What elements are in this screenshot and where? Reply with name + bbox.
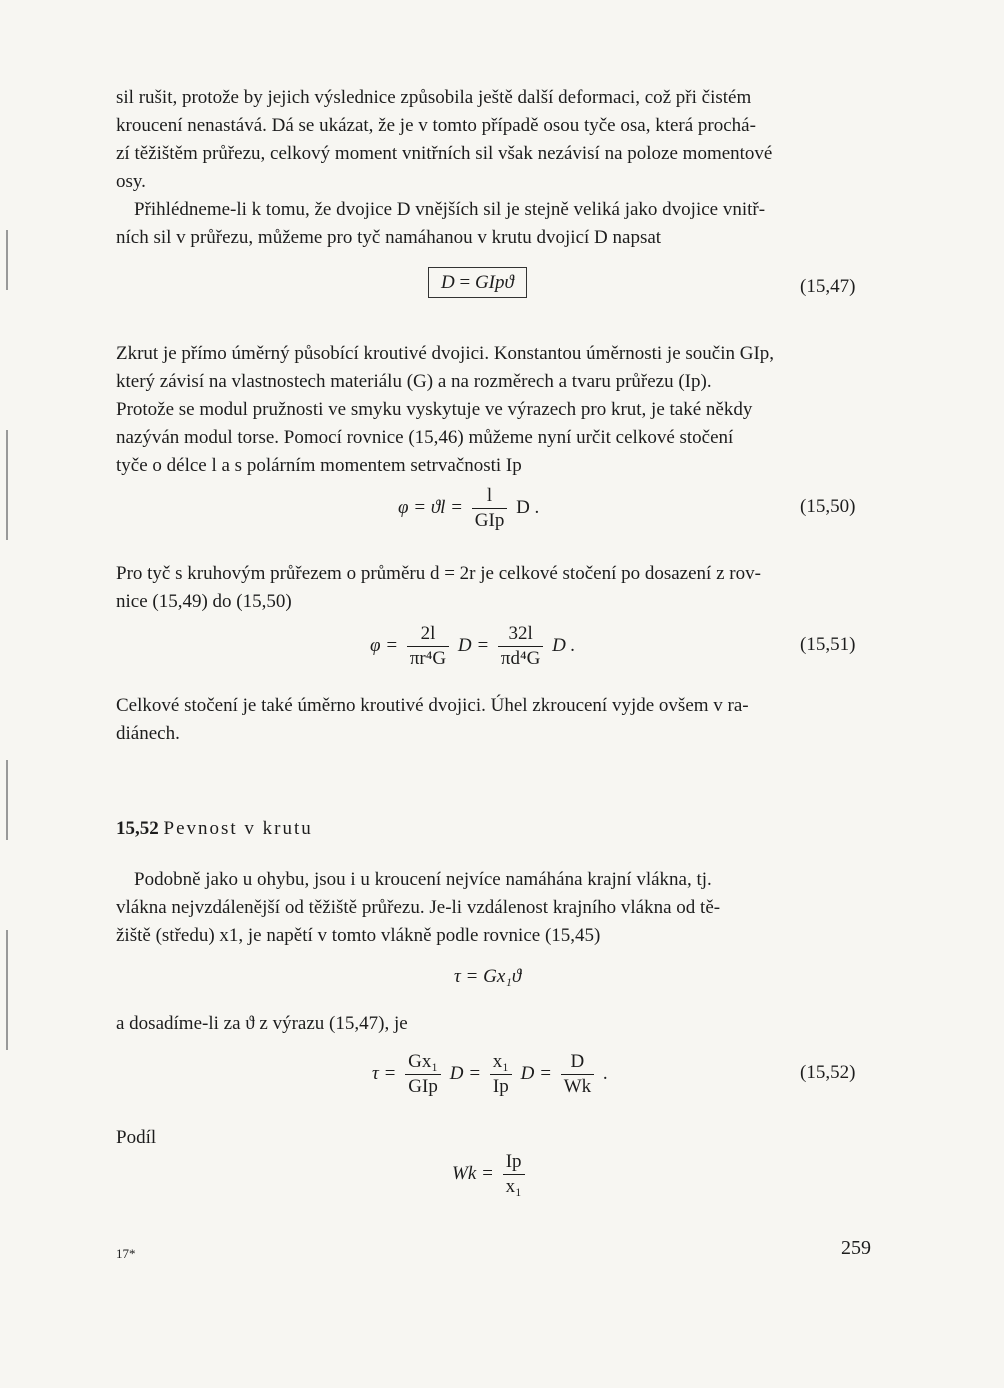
equation-number: (15,51) <box>800 634 856 655</box>
fraction <box>405 1050 441 1099</box>
section-number: 15,52 <box>116 818 159 839</box>
eq-lhs: τ = <box>372 1062 397 1084</box>
denominator: Wk <box>563 1076 592 1097</box>
numerator: Gx₁ <box>405 1050 441 1075</box>
equation-15-47 <box>428 272 527 294</box>
text-line: Přihlédneme-li k tomu, že dvojice D vnějších sil je stejně veliká jako dvojice vnitř- <box>134 199 766 220</box>
paragraph-4 <box>116 560 866 616</box>
numerator: 2l <box>407 622 449 647</box>
text-line: tyče o délce l a s polárním momentem setrvačnosti Ip <box>116 455 522 476</box>
numerator: D <box>561 1050 594 1075</box>
text-line: osy. <box>116 171 146 192</box>
text-line: žiště (středu) x1, je napětí v tomto vlákně podle rovnice (15,45) <box>116 925 601 946</box>
eq-text: τ = Gx₁ϑ <box>454 966 522 987</box>
scan-margin-mark <box>6 230 8 290</box>
paragraph-2 <box>116 196 866 252</box>
equation-number: (15,52) <box>800 1062 856 1083</box>
text-line: vlákna nejvzdálenější od těžiště průřezu. Je-li vzdálenost krajního vlákna od tě- <box>116 897 721 918</box>
scan-margin-mark <box>6 930 8 1050</box>
denominator: πd⁴G <box>500 648 541 669</box>
text-line: ních sil v průřezu, můžeme pro tyč namáhanou v krutu dvojicí D napsat <box>116 227 662 248</box>
text-line: který závisí na vlastnostech materiálu (G) a na rozměrech a tvaru průřezu (Ip). <box>116 371 712 392</box>
text-line: Celkové stočení je také úměrno kroutivé dvojici. Úhel zkroucení vyjde ovšem v ra- <box>116 695 749 716</box>
text-line: Zkrut je přímo úměrný působící kroutivé dvojici. Konstantou úměrnosti je součin GIp, <box>116 343 775 364</box>
eq-middle: D = <box>457 634 490 656</box>
eq-lhs: Wk = <box>452 1162 494 1184</box>
numerator: x₁ <box>490 1050 512 1075</box>
eq-tail: . <box>602 1062 608 1084</box>
equation-15-52 <box>372 1050 608 1099</box>
eq-rhs: GIpϑ <box>474 272 514 293</box>
text-line: nazýván modul torse. Pomocí rovnice (15,46) můžeme nyní určit celkové stočení <box>116 427 734 448</box>
scan-margin-mark <box>6 760 8 840</box>
section-title: Pevnost v krutu <box>163 818 313 839</box>
equation-15-51 <box>370 622 575 671</box>
eq-tail: D . <box>552 634 576 656</box>
fraction <box>407 622 449 671</box>
signature-mark: 17* <box>116 1246 136 1261</box>
denominator: πr⁴G <box>409 648 447 669</box>
denominator: GIp <box>408 1076 438 1097</box>
text-line: Pro tyč s kruhovým průřezem o průměru d = 2r je celkové stočení po dosazení z rov- <box>116 563 761 584</box>
numerator: Ip <box>503 1150 525 1175</box>
fraction <box>503 1150 525 1199</box>
paragraph-8 <box>116 1124 866 1152</box>
eq-middle: D = <box>449 1062 482 1084</box>
paragraph-6 <box>116 866 866 950</box>
scan-margin-mark <box>6 430 8 540</box>
equation-tau <box>454 966 521 988</box>
text-line: kroucení nenastává. Dá se ukázat, že je v tomto případě osou tyče osa, která prochá- <box>116 115 756 136</box>
eq-middle: D = <box>520 1062 552 1084</box>
text-line: sil rušit, protože by jejich výslednice způsobila ještě další deformaci, což při čistém <box>116 87 752 108</box>
paragraph-1 <box>116 84 866 196</box>
equation-15-50 <box>398 484 539 533</box>
numerator: 32l <box>498 622 543 647</box>
text-line: Protože se modul pružnosti ve smyku vyskytuje ve výrazech pro krut, je také někdy <box>116 399 753 420</box>
eq-tail: D . <box>516 496 540 518</box>
paragraph-7 <box>116 1010 866 1038</box>
denominator: Ip <box>492 1076 509 1097</box>
text-line: nice (15,49) do (15,50) <box>116 591 292 612</box>
boxed-formula: D = GIpϑ <box>428 267 527 298</box>
denominator: x₁ <box>505 1176 522 1197</box>
eq-lhs: φ = ϑl = <box>398 496 464 518</box>
text-line: Podíl <box>116 1127 157 1148</box>
text-line: a dosadíme-li za ϑ z výrazu (15,47), je <box>116 1013 408 1034</box>
fraction <box>498 622 543 671</box>
equation-wk <box>452 1150 529 1199</box>
paragraph-5 <box>116 692 866 748</box>
eq-lhs: φ = <box>370 634 399 656</box>
equation-number: (15,50) <box>800 496 856 517</box>
text-line: Podobně jako u ohybu, jsou i u kroucení nejvíce namáhána krajní vlákna, tj. <box>134 869 712 890</box>
numerator: l <box>472 484 508 509</box>
eq-lhs: D <box>441 272 455 293</box>
fraction <box>561 1050 594 1099</box>
section-heading <box>116 818 313 840</box>
fraction <box>490 1050 512 1099</box>
text-line: diánech. <box>116 723 180 744</box>
denominator: GIp <box>474 510 505 531</box>
text-line: zí těžištěm průřezu, celkový moment vnitřních sil však nezávisí na poloze momentové <box>116 143 773 164</box>
fraction <box>472 484 508 533</box>
page-number: 259 <box>841 1237 871 1259</box>
paragraph-3 <box>116 340 866 480</box>
equation-number: (15,47) <box>800 276 856 297</box>
